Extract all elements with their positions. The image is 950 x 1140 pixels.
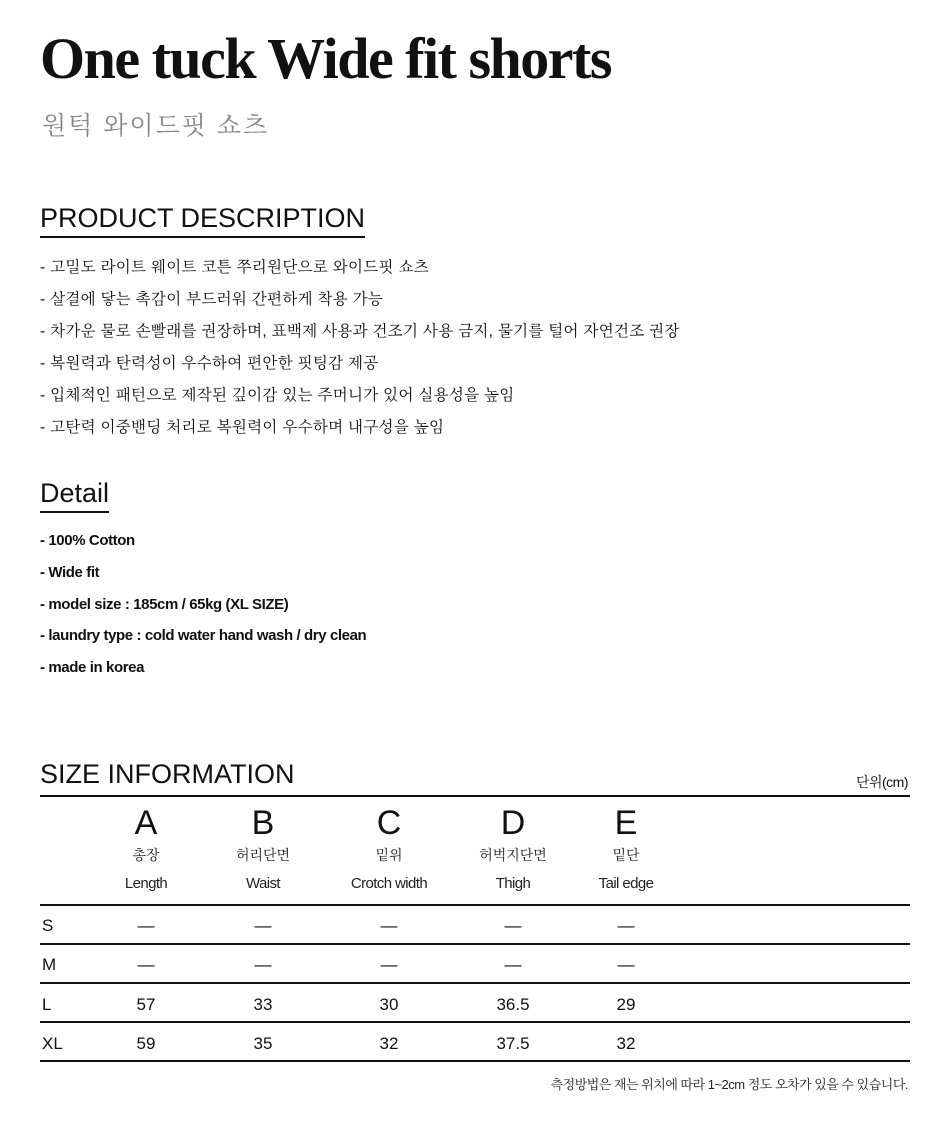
table-cell: 59 — [136, 1034, 156, 1053]
table-cell: 36.5 — [496, 995, 530, 1014]
product-description-list — [40, 255, 680, 447]
detail-heading: Detail — [40, 479, 109, 513]
table-cell: 33 — [253, 995, 273, 1014]
row-divider — [40, 943, 910, 945]
table-cell: 57 — [136, 995, 156, 1014]
table-cell: — — [137, 916, 155, 935]
table-cell: — — [254, 955, 272, 974]
table-cell: 30 — [379, 995, 399, 1014]
table-cell: — — [137, 955, 155, 974]
column-letter: E — [614, 804, 638, 842]
measurement-footnote: 측정방법은 재는 위치에 따라 1~2cm 정도 오차가 있을 수 있습니다. — [550, 1077, 908, 1092]
column-label-en: Crotch width — [350, 875, 428, 892]
unit-label: 단위(cm) — [855, 774, 908, 790]
detail-list — [40, 529, 366, 688]
description-item: - 고탄력 이중밴딩 처리로 복원력이 우수하며 내구성을 높임 — [40, 419, 445, 436]
size-label: S — [42, 916, 54, 935]
column-label-en: Length — [124, 875, 168, 892]
product-description-heading: PRODUCT DESCRIPTION — [40, 204, 365, 238]
size-label: XL — [42, 1034, 63, 1053]
detail-item: - laundry type : cold water hand wash / dry clean — [40, 627, 367, 645]
column-label-en: Tail edge — [598, 875, 654, 892]
product-title: One tuck Wide fit shorts — [40, 26, 611, 91]
detail-item: - 100% Cotton — [40, 532, 135, 549]
description-item: - 입체적인 패턴으로 제작된 깊이감 있는 주머니가 있어 실용성을 높임 — [40, 387, 515, 404]
column-label-kr: 허벅지단면 — [479, 847, 547, 863]
column-label-kr: 허리단면 — [235, 847, 291, 863]
table-cell: 37.5 — [496, 1034, 530, 1053]
size-label: M — [42, 955, 57, 974]
product-subtitle: 원턱 와이드핏 쇼츠 — [42, 112, 270, 140]
description-item: - 살결에 닿는 촉감이 부드러워 간편하게 착용 가능 — [40, 291, 384, 308]
column-label-en: Waist — [246, 875, 280, 892]
detail-item: - model size : 185cm / 65kg (XL SIZE) — [40, 595, 289, 613]
table-cell: — — [504, 955, 522, 974]
column-label-kr: 밑단 — [612, 847, 640, 863]
table-cell: — — [254, 916, 272, 935]
column-letter: C — [376, 804, 402, 842]
description-item: - 차가운 물로 손빨래를 권장하며, 표백제 사용과 건조기 사용 금지, 물기를 털어 자연건조 권장 — [40, 323, 680, 340]
table-cell: 32 — [616, 1034, 636, 1053]
table-cell: — — [380, 916, 398, 935]
size-information-heading: SIZE INFORMATION — [40, 759, 295, 789]
table-cell: — — [504, 916, 522, 935]
column-label-kr: 총장 — [132, 847, 160, 863]
column-label-en: Thigh — [495, 875, 531, 892]
column-label-kr: 밑위 — [375, 847, 403, 863]
detail-item: - Wide fit — [40, 563, 100, 581]
column-letter: A — [134, 804, 158, 842]
size-label: L — [42, 995, 52, 1014]
row-divider — [40, 1021, 910, 1023]
table-cell: — — [617, 955, 635, 974]
column-letter: D — [500, 804, 526, 842]
description-item: - 고밀도 라이트 웨이트 코튼 쭈리원단으로 와이드핏 쇼츠 — [40, 259, 429, 276]
table-bottom-rule — [40, 1060, 910, 1062]
table-cell: 29 — [616, 995, 636, 1014]
table-header-rule — [40, 904, 910, 906]
description-item: - 복원력과 탄력성이 우수하여 편안한 핏팅감 제공 — [40, 355, 379, 372]
table-cell: 35 — [253, 1034, 273, 1053]
table-top-rule — [40, 795, 910, 797]
row-divider — [40, 982, 910, 984]
column-letter: B — [251, 804, 275, 842]
table-cell: — — [617, 916, 635, 935]
table-cell: — — [380, 955, 398, 974]
table-cell: 32 — [379, 1034, 399, 1053]
detail-item: - made in korea — [40, 659, 145, 677]
